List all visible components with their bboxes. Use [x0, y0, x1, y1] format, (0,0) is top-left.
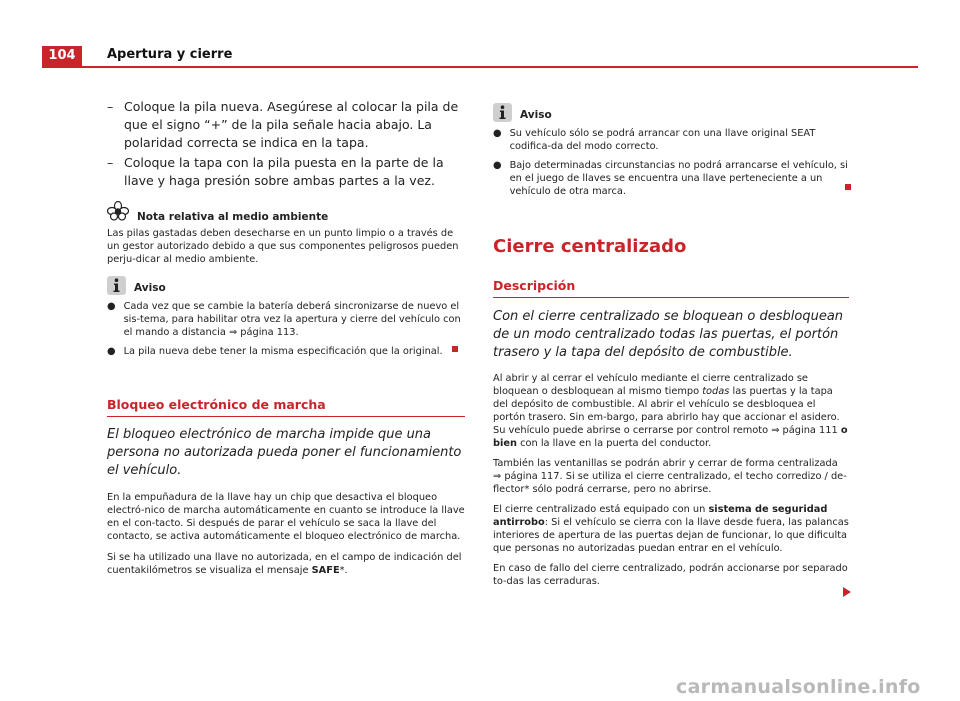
central-locking-heading: Cierre centralizado [493, 236, 687, 257]
text-run: *. [339, 565, 348, 576]
aviso-title: Aviso [520, 109, 552, 121]
description-paragraph: En caso de fallo del cierre centralizado, podrán accionarse por separado to-das las cerraduras. [493, 563, 848, 587]
aviso-bullet-text: Su vehículo sólo se podrá arrancar con una llave original SEAT codifica-da del modo correcto. [509, 128, 816, 152]
aviso-title: Aviso [134, 282, 166, 294]
step-1-text: Coloque la pila nueva. Asegúrese al colocar la pila de que el signo “+” de la pila señale hacia abajo. La polaridad correcta se indica en la tapa. [124, 99, 459, 150]
emphasis: todas [702, 386, 730, 397]
description-section [493, 278, 849, 588]
text-run: Al abrir y al cerrar el vehículo mediante el cierre centralizado se bloquean o desbloquean al mismo tiempo [493, 373, 808, 397]
bullet-dot: ● [107, 346, 116, 357]
safe-message: SAFE [311, 565, 340, 576]
emphasis-bold: sistema de seguridad antirrobo [493, 504, 828, 528]
step-1 [107, 98, 465, 152]
immobilizer-heading: Bloqueo electrónico de marcha [107, 397, 465, 417]
description-heading: Descripción [493, 278, 849, 298]
description-paragraph [493, 503, 849, 555]
immobilizer-paragraph: En la empuñadura de la llave hay un chip que desactiva el bloqueo electró-nico de marcha automáticamente en cuanto se introduce la llave en el con-tacto. Si después de parar el vehículo se saca la llave del contacto, se activa automáticamente el bloqueo electrónico de marcha. [107, 492, 465, 542]
aviso-box-left [107, 276, 465, 358]
aviso-header [107, 276, 465, 295]
step-2-text: Coloque la tapa con la pila puesta en la parte de la llave y haga presión sobre ambas partes a la vez. [124, 155, 444, 188]
environment-note-text: Las pilas gastadas deben desecharse en un punto limpio o a través de un gestor autorizado debido a que sus componentes peligrosos pueden perju-dicar al medio ambiente. [107, 228, 459, 265]
step-dash: – [107, 99, 114, 114]
environment-note-header [107, 201, 465, 224]
aviso-bullet-text: Bajo determinadas circunstancias no podrá arrancarse el vehículo, si en el juego de llaves se encuentra una llave perteneciente a un vehículo de otra marca. [509, 160, 848, 197]
watermark: carmanualsonline.info [676, 676, 921, 698]
info-icon [493, 103, 512, 122]
bullet-dot: ● [107, 301, 116, 312]
immobilizer-lead: El bloqueo electrónico de marcha impide que una persona no autorizada pueda poner el funcionamiento el vehículo. [107, 427, 462, 478]
text-run: las puertas y la tapa del depósito de combustible. Al abrir el vehículo se desbloquea el portón trasero. Sin em-bargo, para abrirlo hay que accionar el asidero. Su vehículo puede abrirse o cerrarse por control remoto ⇒ página 111 [493, 386, 841, 436]
environment-note-title: Nota relativa al medio ambiente [137, 211, 329, 223]
step-2 [107, 154, 465, 190]
end-marker [452, 346, 458, 352]
aviso-bullet [493, 127, 849, 153]
text-run: El cierre centralizado está equipado con un [493, 504, 709, 515]
aviso-bullet [107, 345, 465, 358]
aviso-box-right [493, 103, 849, 198]
immobilizer-paragraph-2 [107, 551, 465, 577]
immobilizer-section [107, 397, 465, 577]
emphasis-bold: o bien [493, 425, 848, 449]
description-paragraph: También las ventanillas se podrán abrir y cerrar de forma centralizada ⇒ página 117. Si se utiliza el cierre centralizado, el techo corredizo / de-flector* sólo podrá cerrarse, pero no abrirse. [493, 458, 847, 495]
flower-icon [107, 201, 129, 224]
step-dash: – [107, 155, 114, 170]
page-number: 104 [42, 46, 82, 66]
text-run: : Si el vehículo se cierra con la llave desde fuera, las palancas interiores de apertura de las puertas dejan de funcionar, lo que dificulta que personas no autorizadas puedan entrar en el vehículo. [493, 517, 849, 554]
end-marker [845, 184, 851, 190]
bullet-dot: ● [493, 128, 502, 139]
aviso-bullet-text: La pila nueva debe tener la misma especificación que la original. [123, 346, 443, 357]
aviso-bullet-text: Cada vez que se cambie la batería deberá sincronizarse de nuevo el sis-tema, para habilitar otra vez la apertura y cierre del vehículo con el mando a distancia ⇒ página 113. [123, 301, 461, 338]
bullet-dot: ● [493, 160, 502, 171]
aviso-header [493, 103, 849, 122]
info-icon [107, 276, 126, 295]
text-run: Si se ha utilizado una llave no autorizada, en el campo de indicación del cuentakilómetros se visualiza el mensaje [107, 552, 462, 576]
environment-note [107, 201, 465, 266]
description-paragraph [493, 372, 849, 450]
description-lead: Con el cierre centralizado se bloquean o desbloquean de un modo centralizado todas las puertas, el portón trasero y la tapa del depósito de combustible. [493, 309, 844, 360]
aviso-bullet [107, 300, 465, 339]
text-run: con la llave en la puerta del conductor. [517, 438, 712, 449]
header-rule [42, 66, 918, 68]
aviso-bullet [493, 159, 849, 198]
continue-arrow-icon [843, 587, 851, 597]
section-title: Apertura y cierre [107, 47, 233, 62]
